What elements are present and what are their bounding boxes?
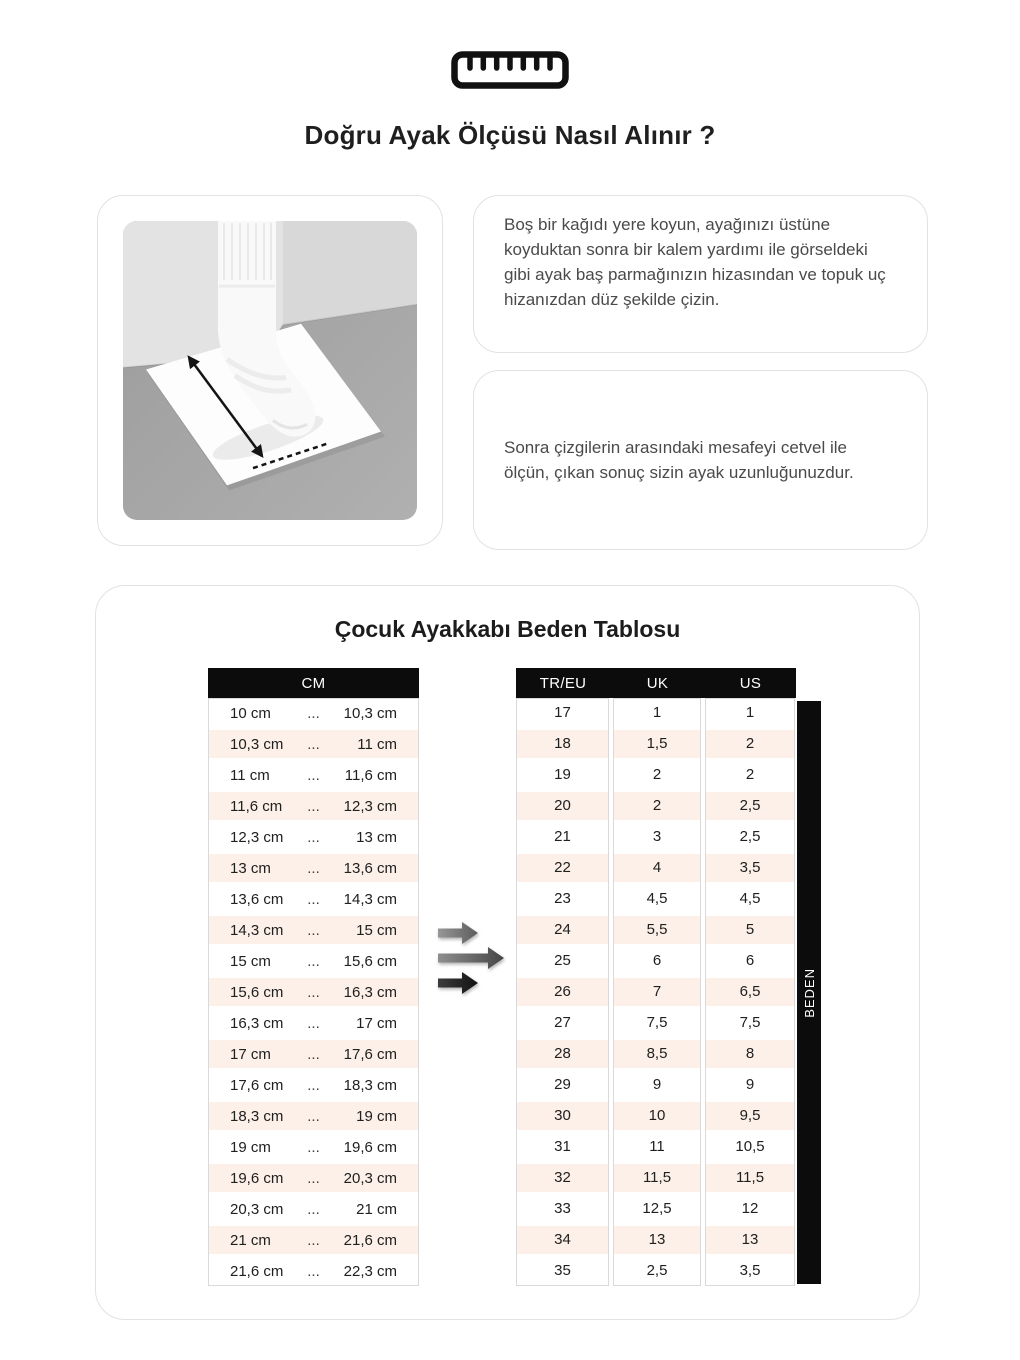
- size-cell: 10: [614, 1102, 700, 1130]
- cm-from-value: 18,3 cm: [230, 1107, 284, 1125]
- cm-table-row: [209, 1195, 418, 1223]
- size-cell: 30: [517, 1102, 608, 1130]
- size-column-header: TR/EU: [539, 674, 587, 692]
- range-dots: ...: [307, 828, 320, 846]
- size-table: [516, 668, 796, 1286]
- size-cell: 19: [517, 761, 608, 789]
- cm-to-value: 15,6 cm: [343, 952, 397, 970]
- cm-table-row: [209, 978, 418, 1006]
- cm-to-value: 15 cm: [356, 921, 397, 939]
- cm-to-value: 16,3 cm: [343, 983, 397, 1001]
- size-cell: 9: [706, 1071, 794, 1099]
- cm-table-row: [209, 1133, 418, 1161]
- beden-label: BEDEN: [801, 967, 817, 1018]
- cm-from-value: 10,3 cm: [230, 735, 284, 753]
- range-dots: ...: [307, 859, 320, 877]
- range-dots: ...: [307, 921, 320, 939]
- cm-table-row: [209, 1226, 418, 1254]
- range-dots: ...: [307, 1169, 320, 1187]
- size-column-us: [705, 698, 795, 1286]
- size-cell: 22: [517, 854, 608, 882]
- cm-table-row: [209, 1257, 418, 1285]
- range-dots: ...: [307, 766, 320, 784]
- size-cell: 13: [706, 1226, 794, 1254]
- cm-table-row: [209, 1009, 418, 1037]
- cm-table-row: [209, 854, 418, 882]
- cm-to-value: 12,3 cm: [343, 797, 397, 815]
- size-cell: 5,5: [614, 916, 700, 944]
- size-cell: 11: [614, 1133, 700, 1161]
- cm-table-row: [209, 1164, 418, 1192]
- size-cell: 1: [706, 699, 794, 727]
- cm-to-value: 18,3 cm: [343, 1076, 397, 1094]
- instruction-card-1: [473, 195, 928, 353]
- range-dots: ...: [307, 797, 320, 815]
- size-cell: 7: [614, 978, 700, 1006]
- size-cell: 4,5: [614, 885, 700, 913]
- range-dots: ...: [307, 1014, 320, 1032]
- size-cell: 10,5: [706, 1133, 794, 1161]
- range-dots: ...: [307, 1200, 320, 1218]
- instruction-step-2: Sonra çizgilerin arasındaki mesafeyi cetvel ile ölçün, çıkan sonuç sizin ayak uzunluğunuzdur.: [504, 438, 854, 482]
- size-cell: 25: [517, 947, 608, 975]
- cm-to-value: 21 cm: [356, 1200, 397, 1218]
- cm-table-row: [209, 1040, 418, 1068]
- cm-from-value: 16,3 cm: [230, 1014, 284, 1032]
- cm-to-value: 13 cm: [356, 828, 397, 846]
- range-dots: ...: [307, 952, 320, 970]
- cm-to-value: 17,6 cm: [343, 1045, 397, 1063]
- size-cell: 8: [706, 1040, 794, 1068]
- size-cell: 35: [517, 1257, 608, 1285]
- cm-from-value: 19,6 cm: [230, 1169, 284, 1187]
- instruction-step-1: Boş bir kağıdı yere koyun, ayağınızı üstüne koyduktan sonra bir kalem yardımı ile görseldeki gibi ayak baş parmağınızın hizasından ve topuk uç hizanızdan düz şekilde çizin.: [504, 215, 886, 309]
- cm-table-header: CM: [208, 668, 419, 698]
- cm-to-value: 17 cm: [356, 1014, 397, 1032]
- size-column-header: US: [739, 674, 762, 692]
- range-dots: ...: [307, 1231, 320, 1249]
- size-cell: 2: [614, 792, 700, 820]
- cm-from-value: 17 cm: [230, 1045, 271, 1063]
- cm-table-row: [209, 730, 418, 758]
- size-table-header: [516, 668, 796, 698]
- size-cell: 8,5: [614, 1040, 700, 1068]
- range-dots: ...: [307, 1107, 320, 1125]
- size-cell: 1: [614, 699, 700, 727]
- size-cell: 29: [517, 1071, 608, 1099]
- cm-to-value: 14,3 cm: [343, 890, 397, 908]
- cm-to-value: 11,6 cm: [344, 766, 397, 784]
- range-dots: ...: [307, 890, 320, 908]
- size-cell: 28: [517, 1040, 608, 1068]
- size-cell: 1,5: [614, 730, 700, 758]
- cm-to-value: 10,3 cm: [343, 704, 397, 722]
- cm-from-value: 15 cm: [230, 952, 271, 970]
- cm-from-value: 21,6 cm: [230, 1262, 284, 1280]
- size-cell: 6: [706, 947, 794, 975]
- measurement-photo-card: [97, 195, 443, 546]
- cm-from-value: 11,6 cm: [230, 797, 283, 815]
- range-dots: ...: [307, 1138, 320, 1156]
- range-dots: ...: [307, 983, 320, 1001]
- size-cell: 6: [614, 947, 700, 975]
- beden-side-bar: [797, 701, 821, 1284]
- range-dots: ...: [307, 1076, 320, 1094]
- size-cell: 3,5: [706, 1257, 794, 1285]
- cm-to-value: 19,6 cm: [343, 1138, 397, 1156]
- cm-from-value: 21 cm: [230, 1231, 271, 1249]
- page-title: Doğru Ayak Ölçüsü Nasıl Alınır ?: [304, 120, 716, 150]
- cm-table-row: [209, 885, 418, 913]
- cm-to-value: 20,3 cm: [343, 1169, 397, 1187]
- cm-to-value: 22,3 cm: [343, 1262, 397, 1280]
- size-cell: 26: [517, 978, 608, 1006]
- cm-from-value: 13,6 cm: [230, 890, 284, 908]
- size-cell: 5: [706, 916, 794, 944]
- size-cell: 11,5: [614, 1164, 700, 1192]
- cm-from-value: 14,3 cm: [230, 921, 284, 939]
- size-cell: 4,5: [706, 885, 794, 913]
- size-cell: 2: [706, 730, 794, 758]
- range-dots: ...: [307, 735, 320, 753]
- size-cell: 17: [517, 699, 608, 727]
- size-cell: 7,5: [614, 1009, 700, 1037]
- size-cell: 23: [517, 885, 608, 913]
- size-cell: 2: [614, 761, 700, 789]
- instruction-card-2: [473, 370, 928, 550]
- size-cell: 9,5: [706, 1102, 794, 1130]
- cm-from-value: 15,6 cm: [230, 983, 284, 1001]
- foot-measurement-photo: [123, 221, 417, 520]
- size-column-header: UK: [646, 674, 669, 692]
- ruler-icon: [0, 50, 1020, 90]
- size-cell: 3: [614, 823, 700, 851]
- size-cell: 2,5: [706, 823, 794, 851]
- size-column-tr-eu: [516, 698, 609, 1286]
- size-cell: 3,5: [706, 854, 794, 882]
- size-cell: 32: [517, 1164, 608, 1192]
- size-chart-title: Çocuk Ayakkabı Beden Tablosu: [334, 616, 681, 642]
- size-cell: 11,5: [706, 1164, 794, 1192]
- range-dots: ...: [307, 704, 320, 722]
- cm-table-row: [209, 823, 418, 851]
- size-cell: 4: [614, 854, 700, 882]
- size-cell: 2,5: [614, 1257, 700, 1285]
- size-table-columns: [516, 698, 796, 1286]
- size-cell: 33: [517, 1195, 608, 1223]
- size-cell: 34: [517, 1226, 608, 1254]
- size-cell: 7,5: [706, 1009, 794, 1037]
- cm-from-value: 12,3 cm: [230, 828, 284, 846]
- range-dots: ...: [307, 1262, 320, 1280]
- size-chart-card: [95, 585, 920, 1320]
- cm-to-value: 21,6 cm: [343, 1231, 397, 1249]
- size-cell: 27: [517, 1009, 608, 1037]
- cm-table-body: [208, 698, 419, 1286]
- size-cell: 12,5: [614, 1195, 700, 1223]
- cm-to-value: 19 cm: [356, 1107, 397, 1125]
- size-cell: 12: [706, 1195, 794, 1223]
- cm-to-value: 13,6 cm: [343, 859, 397, 877]
- cm-table-row: [209, 792, 418, 820]
- size-cell: 2,5: [706, 792, 794, 820]
- size-cell: 20: [517, 792, 608, 820]
- cm-to-value: 11 cm: [357, 735, 397, 753]
- cm-table-row: [209, 1102, 418, 1130]
- cm-from-value: 20,3 cm: [230, 1200, 284, 1218]
- size-cell: 18: [517, 730, 608, 758]
- cm-table-row: [209, 761, 418, 789]
- size-cell: 21: [517, 823, 608, 851]
- cm-from-value: 13 cm: [230, 859, 271, 877]
- size-cell: 13: [614, 1226, 700, 1254]
- range-dots: ...: [307, 1045, 320, 1063]
- size-cell: 6,5: [706, 978, 794, 1006]
- cm-table-row: [209, 916, 418, 944]
- cm-table: [208, 668, 419, 1286]
- cm-table-row: [209, 947, 418, 975]
- size-cell: 24: [517, 916, 608, 944]
- size-cell: 31: [517, 1133, 608, 1161]
- size-column-uk: [613, 698, 701, 1286]
- transfer-arrows-icon: [436, 921, 508, 1000]
- cm-from-value: 17,6 cm: [230, 1076, 284, 1094]
- cm-from-value: 19 cm: [230, 1138, 271, 1156]
- cm-from-value: 10 cm: [230, 704, 271, 722]
- cm-from-value: 11 cm: [230, 766, 270, 784]
- size-cell: 9: [614, 1071, 700, 1099]
- cm-table-row: [209, 1071, 418, 1099]
- cm-table-row: [209, 699, 418, 727]
- size-cell: 2: [706, 761, 794, 789]
